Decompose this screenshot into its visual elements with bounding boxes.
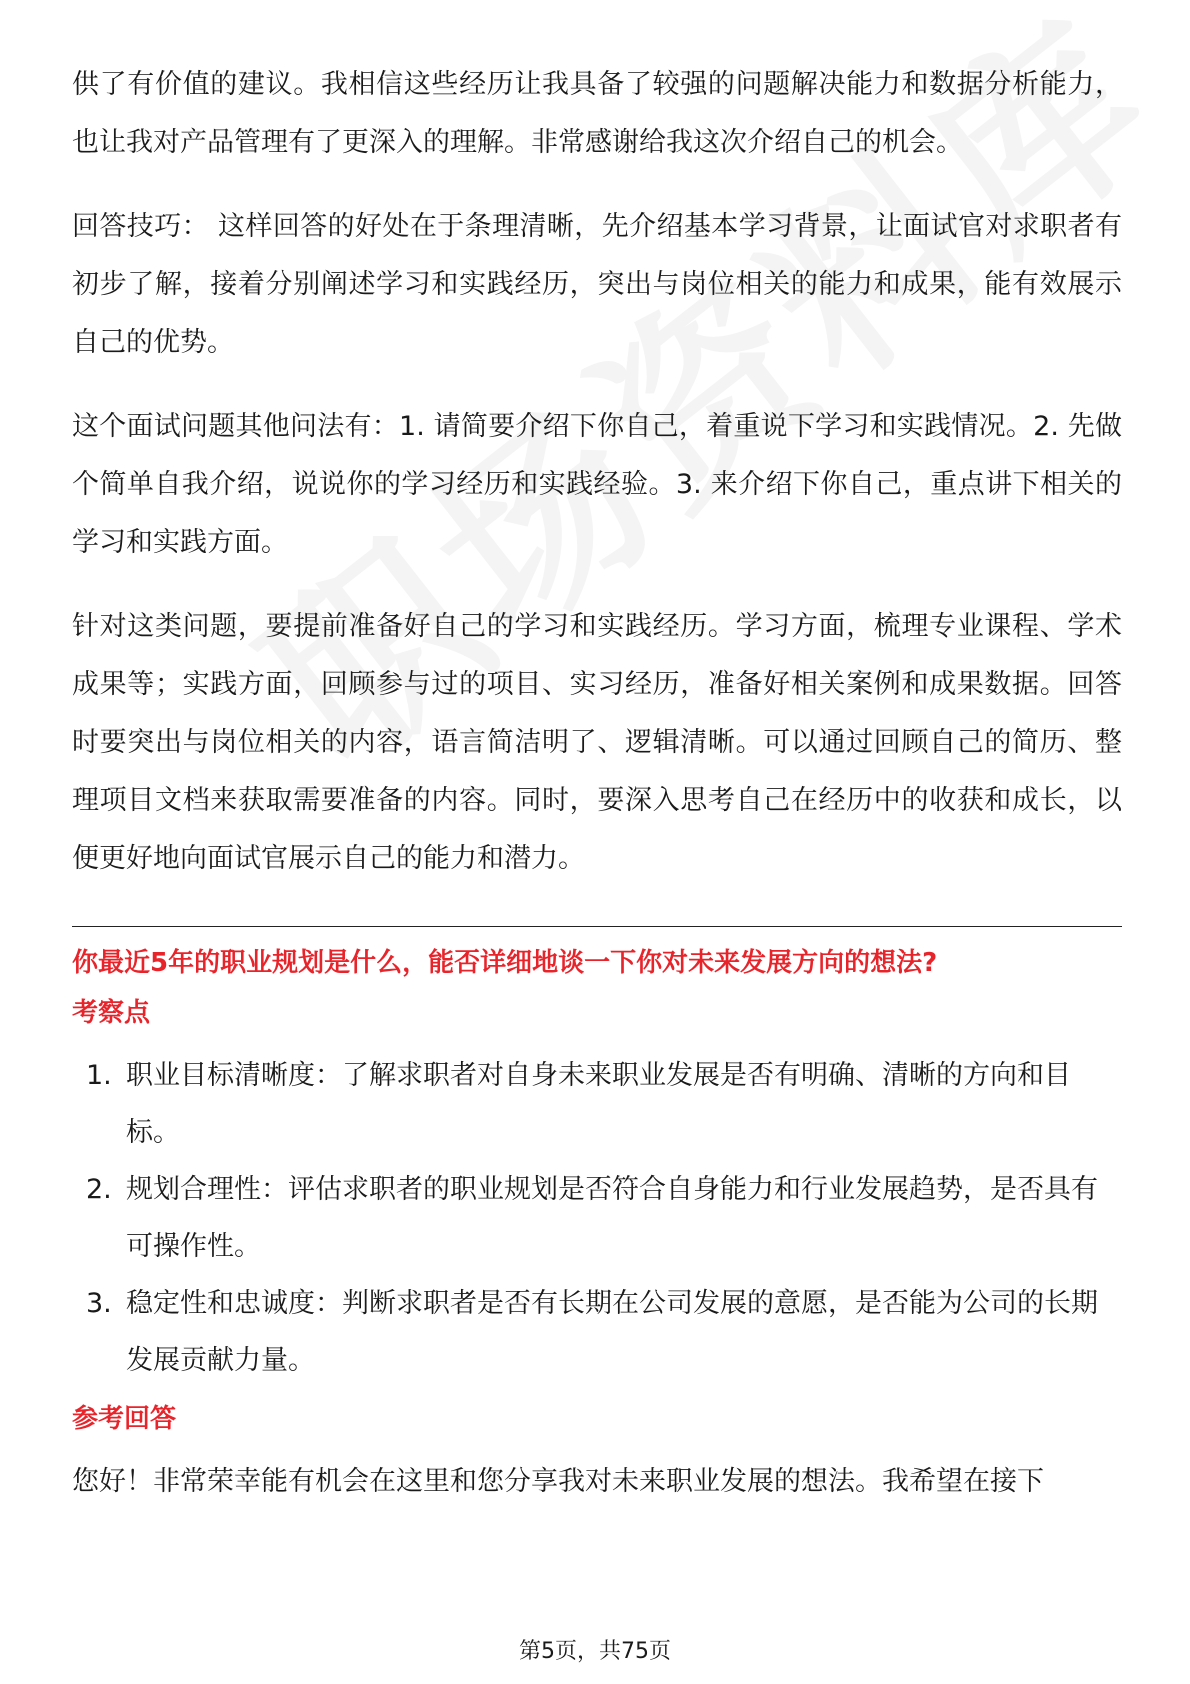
list-item	[72, 1047, 1122, 1161]
focus-list	[72, 1047, 1122, 1389]
list-item-text: 规划合理性：评估求职者的职业规划是否符合自身能力和行业发展趋势，是否具有可操作性。	[126, 1174, 1098, 1262]
document-body	[72, 56, 1122, 1511]
paragraph-answer-tips: 回答技巧： 这样回答的好处在于条理清晰，先介绍基本学习背景，让面试官对求职者有初步了解，接着分别阐述学习和实践经历，突出与岗位相关的能力和成果，能有效展示自己的优势。	[72, 211, 1122, 358]
paragraph-intro-end: 供了有价值的建议。我相信这些经历让我具备了较强的问题解决能力和数据分析能力，也让我对产品管理有了更深入的理解。非常感谢给我这次介绍自己的机会。	[72, 69, 1122, 158]
list-item-number: 3.	[86, 1288, 112, 1319]
section-divider	[72, 926, 1122, 927]
answer-heading: 参考回答	[72, 1404, 177, 1434]
list-item	[72, 1161, 1122, 1275]
list-item-text: 稳定性和忠诚度：判断求职者是否有长期在公司发展的意愿，是否能为公司的长期发展贡献力量。	[126, 1288, 1098, 1376]
list-item-number: 2.	[86, 1174, 112, 1205]
paragraph-preparation-advice: 针对这类问题，要提前准备好自己的学习和实践经历。学习方面，梳理专业课程、学术成果等；实践方面，回顾参与过的项目、实习经历，准备好相关案例和成果数据。回答时要突出与岗位相关的内容，语言简洁明了、逻辑清晰。可以通过回顾自己的简历、整理项目文档来获取需要准备的内容。同时，要深入思考自己在经历中的收获和成长，以便更好地向面试官展示自己的能力和潜力。	[72, 611, 1122, 874]
list-item-text: 职业目标清晰度：了解求职者对自身未来职业发展是否有明确、清晰的方向和目标。	[126, 1060, 1071, 1148]
list-item	[72, 1275, 1122, 1389]
page-number: 第5页，共75页	[519, 1639, 671, 1664]
paragraph-alternative-questions: 这个面试问题其他问法有：1. 请简要介绍下你自己，着重说下学习和实践情况。2. 先做个简单自我介绍，说说你的学习经历和实践经验。3. 来介绍下你自己，重点讲下相关的学习和实践方面。	[72, 411, 1122, 558]
focus-heading: 考察点	[72, 998, 151, 1028]
question-title: 你最近5年的职业规划是什么，能否详细地谈一下你对未来发展方向的想法?	[72, 948, 938, 978]
answer-text: 您好！非常荣幸能有机会在这里和您分享我对未来职业发展的想法。我希望在接下	[72, 1466, 1044, 1497]
list-item-number: 1.	[86, 1060, 112, 1091]
